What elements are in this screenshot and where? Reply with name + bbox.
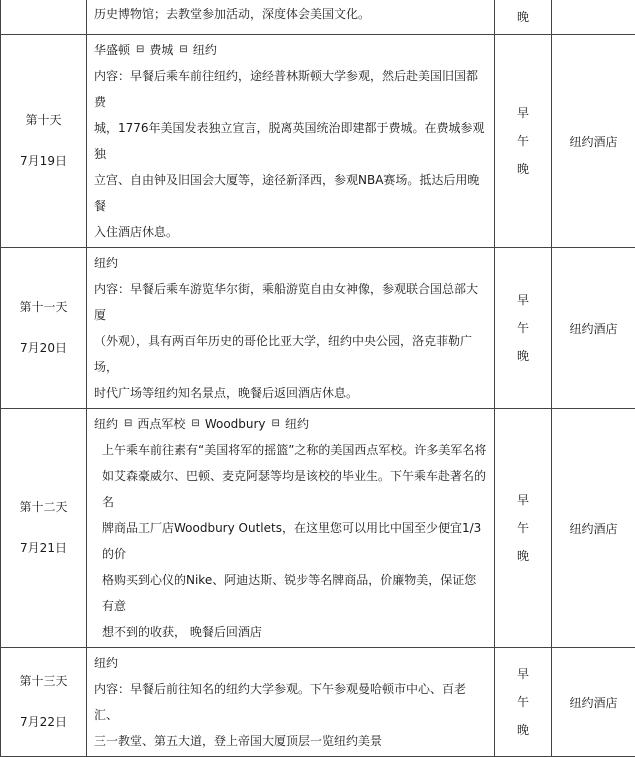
route-stop: 纽约 (285, 411, 309, 437)
meal-label: 晚 (495, 342, 551, 370)
itinerary-content (87, 0, 495, 35)
content-line: 三一教堂、第五大道，登上帝国大厦顶层一览纽约美景 (94, 728, 488, 754)
route-line (94, 250, 488, 276)
day-cell (1, 648, 87, 757)
itinerary-content (87, 409, 495, 648)
content-line: 牌商品工厂店Woodbury Outlets，在这里您可以用比中国至少便宜1/3的价 (94, 515, 488, 567)
route-stop: 费城 (149, 37, 173, 63)
meals-cell (495, 648, 552, 757)
meal-label: 早 (495, 99, 551, 127)
meal-label: 晚 (495, 542, 551, 570)
meal-label: 晚 (495, 3, 551, 31)
hotel-cell: 纽约酒店 (552, 35, 635, 248)
content-line: 立宫、自由钟及旧国会大厦等，途径新泽西，参观NBA赛场。抵达后用晚餐 (94, 167, 488, 219)
content-line: 如艾森豪威尔、巴顿、麦克阿瑟等均是该校的毕业生。下午乘车赴著名的名 (94, 463, 488, 515)
content-line: 内容：早餐后乘车游览华尔街，乘船游览自由女神像，参观联合国总部大厦 (94, 276, 488, 328)
route-separator-icon: ⊟ (136, 37, 144, 63)
meal-label: 早 (495, 660, 551, 688)
route-line (94, 411, 488, 437)
route-separator-icon: ⊟ (191, 411, 199, 437)
itinerary-content (87, 248, 495, 409)
content-line: 城，1776年美国发表独立宣言，脱离英国统治即建都于费城。在费城参观独 (94, 115, 488, 167)
day-cell (1, 0, 87, 35)
meal-label: 晚 (495, 155, 551, 183)
itinerary-row (1, 35, 635, 248)
day-cell (1, 409, 87, 648)
meal-label: 早 (495, 486, 551, 514)
date-label: 7月22日 (1, 702, 86, 743)
hotel-cell: 纽约酒店 (552, 248, 635, 409)
content-line: 内容：早餐后乘车前往纽约，途经普林斯顿大学参观，然后赴美国旧国都费 (94, 63, 488, 115)
route-separator-icon: ⊟ (124, 411, 132, 437)
meal-label: 午 (495, 688, 551, 716)
itinerary-body (1, 0, 635, 757)
route-separator-icon: ⊟ (272, 411, 280, 437)
content-line: 想不到的收获， 晚餐后回酒店 (94, 619, 488, 645)
content-line: （外观），具有两百年历史的哥伦比亚大学，纽约中央公园，洛克菲勒广场， (94, 328, 488, 380)
route-stop: 纽约 (94, 250, 118, 276)
day-cell (1, 35, 87, 248)
meals-cell (495, 248, 552, 409)
content-line: 入住酒店休息。 (94, 219, 488, 245)
content-line: 格购买到心仪的Nike、阿迪达斯、锐步等名牌商品，价廉物美，保证您有意 (94, 567, 488, 619)
hotel-cell: 纽约酒店 (552, 409, 635, 648)
route-line (94, 37, 488, 63)
itinerary-row (1, 409, 635, 648)
itinerary-content (87, 35, 495, 248)
meal-label: 午 (495, 514, 551, 542)
day-label: 第十天 (1, 100, 86, 141)
itinerary-row (1, 248, 635, 409)
day-label: 第十三天 (1, 661, 86, 702)
meals-cell (495, 35, 552, 248)
day-label: 第十二天 (1, 487, 86, 528)
day-label: 第十一天 (1, 287, 86, 328)
route-line (94, 650, 488, 676)
route-stop: 西点军校 (137, 411, 185, 437)
itinerary-row (1, 648, 635, 757)
date-label: 7月20日 (1, 328, 86, 369)
itinerary-row (1, 0, 635, 35)
date-label: 7月21日 (1, 528, 86, 569)
meal-label: 午 (495, 127, 551, 155)
route-stop: Woodbury (205, 411, 266, 437)
meals-cell (495, 409, 552, 648)
route-stop: 纽约 (94, 650, 118, 676)
route-stop: 纽约 (193, 37, 217, 63)
meal-label: 午 (495, 314, 551, 342)
route-stop: 纽约 (94, 411, 118, 437)
content-line: 上午乘车前往素有“美国将军的摇篮”之称的美国西点军校。许多美军名将 (94, 437, 488, 463)
route-stop: 华盛顿 (94, 37, 130, 63)
meal-label: 晚 (495, 716, 551, 744)
day-cell (1, 248, 87, 409)
content-line: 历史博物馆；去教堂参加活动，深度体会美国文化。 (94, 1, 488, 27)
route-separator-icon: ⊟ (179, 37, 187, 63)
meals-cell (495, 0, 552, 35)
itinerary-content (87, 648, 495, 757)
content-line: 时代广场等纽约知名景点，晚餐后返回酒店休息。 (94, 380, 488, 406)
hotel-cell (552, 0, 635, 35)
hotel-cell: 纽约酒店 (552, 648, 635, 757)
date-label: 7月19日 (1, 141, 86, 182)
meal-label: 早 (495, 286, 551, 314)
content-line: 内容：早餐后前往知名的纽约大学参观。下午参观曼哈顿市中心、百老汇、 (94, 676, 488, 728)
